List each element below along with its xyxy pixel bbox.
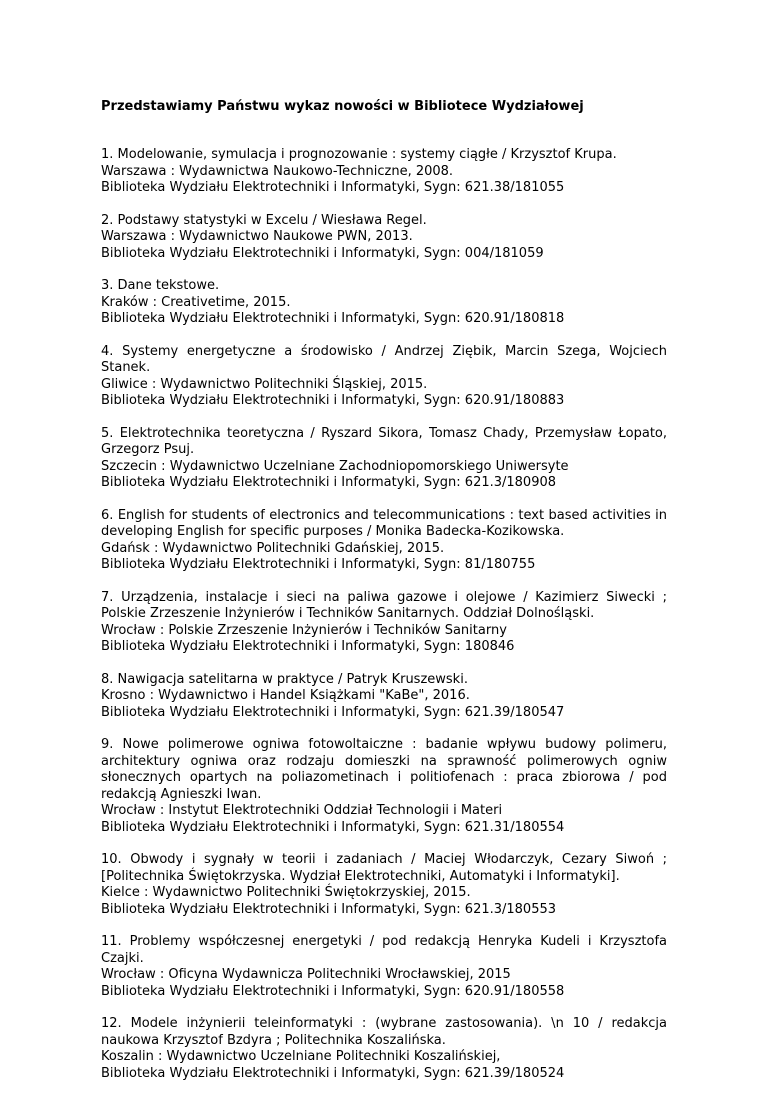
- book-description: 12. Modele inżynierii teleinformatyki : (wybrane zastosowania). \n 10 / redakcja naukowa Krzysztof Bzdyra ; Politechnika Koszalińska.: [101, 1016, 667, 1048]
- book-location: Biblioteka Wydziału Elektrotechniki i Informatyki, Sygn: 620.91/180818: [101, 311, 565, 326]
- book-entry-9: [101, 737, 667, 836]
- book-description: 7. Urządzenia, instalacje i sieci na paliwa gazowe i olejowe / Kazimierz Siwecki ; Polskie Zrzeszenie Inżynierów i Techników Sanitarnych. Oddział Dolnośląski.: [101, 589, 667, 621]
- book-location: Biblioteka Wydziału Elektrotechniki i Informatyki, Sygn: 81/180755: [101, 557, 536, 572]
- book-publisher: Gliwice : Wydawnictwo Politechniki Śląskiej, 2015.: [101, 376, 428, 392]
- book-publisher: Szczecin : Wydawnictwo Uczelniane Zachodniopomorskiego Uniwersyte: [101, 458, 569, 474]
- book-entry-1: [101, 147, 667, 197]
- book-description: 1. Modelowanie, symulacja i prognozowanie : systemy ciągłe / Krzysztof Krupa.: [101, 147, 617, 162]
- book-entry-7: [101, 590, 667, 656]
- book-location: Biblioteka Wydziału Elektrotechniki i Informatyki, Sygn: 621.3/180553: [101, 901, 557, 917]
- book-publisher: Wrocław : Polskie Zrzeszenie Inżynierów i Techników Sanitarny: [101, 622, 507, 638]
- book-publisher: Krosno : Wydawnictwo i Handel Książkami "KaBe", 2016.: [101, 688, 470, 703]
- book-entry-2: [101, 213, 667, 263]
- book-publisher: Wrocław : Oficyna Wydawnicza Politechniki Wrocławskiej, 2015: [101, 967, 511, 982]
- book-description: 10. Obwody i sygnały w teorii i zadaniach / Maciej Włodarczyk, Cezary Siwoń ; [Politechnika Świętokrzyska. Wydział Elektrotechniki, Automatyki i Informatyki].: [101, 852, 667, 884]
- book-description: 9. Nowe polimerowe ogniwa fotowoltaiczne : badanie wpływu budowy polimeru, architektury ogniwa oraz rodzaju domieszki na sprawność polimerowych ogniw słonecznych opartych na poliazometinach i politiofenach : praca zbiorowa / pod redakcją Agnieszki Iwan.: [101, 737, 667, 802]
- book-location: Biblioteka Wydziału Elektrotechniki i Informatyki, Sygn: 621.38/181055: [101, 180, 565, 195]
- document-title: Przedstawiamy Państwu wykaz nowości w Bibliotece Wydziałowej: [101, 99, 584, 114]
- book-location: Biblioteka Wydziału Elektrotechniki i Informatyki, Sygn: 621.3/180908: [101, 475, 557, 490]
- book-publisher: Kraków : Creativetime, 2015.: [101, 294, 291, 310]
- book-description: 5. Elektrotechnika teoretyczna / Ryszard Sikora, Tomasz Chady, Przemysław Łopato, Grzegorz Psuj.: [101, 425, 667, 457]
- book-description: 11. Problemy współczesnej energetyki / pod redakcją Henryka Kudeli i Krzysztofa Czajki.: [101, 934, 667, 966]
- book-entry-12: [101, 1016, 667, 1082]
- book-publisher: Gdańsk : Wydawnictwo Politechniki Gdańskiej, 2015.: [101, 540, 445, 556]
- book-description: 3. Dane tekstowe.: [101, 278, 220, 293]
- book-description: 2. Podstawy statystyki w Excelu / Wiesława Regel.: [101, 212, 427, 228]
- book-entry-10: [101, 852, 667, 918]
- book-publisher: Wrocław : Instytut Elektrotechniki Oddział Technologii i Materi: [101, 803, 503, 818]
- book-publisher: Warszawa : Wydawnictwa Naukowo-Techniczne, 2008.: [101, 163, 454, 179]
- book-description: 8. Nawigacja satelitarna w praktyce / Patryk Kruszewski.: [101, 671, 468, 687]
- book-location: Biblioteka Wydziału Elektrotechniki i Informatyki, Sygn: 004/181059: [101, 245, 544, 261]
- book-entry-6: [101, 508, 667, 574]
- book-publisher: Kielce : Wydawnictwo Politechniki Świętokrzyskiej, 2015.: [101, 885, 471, 900]
- book-entry-4: [101, 344, 667, 410]
- book-description: 4. Systemy energetyczne a środowisko / Andrzej Ziębik, Marcin Szega, Wojciech Stanek.: [101, 343, 667, 375]
- book-location: Biblioteka Wydziału Elektrotechniki i Informatyki, Sygn: 621.31/180554: [101, 819, 565, 835]
- book-location: Biblioteka Wydziału Elektrotechniki i Informatyki, Sygn: 620.91/180883: [101, 393, 565, 408]
- book-entry-5: [101, 426, 667, 492]
- book-entry-8: [101, 672, 667, 722]
- book-publisher: Warszawa : Wydawnictwo Naukowe PWN, 2013.: [101, 229, 413, 244]
- book-location: Biblioteka Wydziału Elektrotechniki i Informatyki, Sygn: 621.39/180524: [101, 1065, 565, 1081]
- book-publisher: Koszalin : Wydawnictwo Uczelniane Politechniki Koszalińskiej,: [101, 1049, 501, 1064]
- book-location: Biblioteka Wydziału Elektrotechniki i Informatyki, Sygn: 180846: [101, 639, 515, 654]
- book-description: 6. English for students of electronics and telecommunications : text based activities in developing English for specific purposes / Monika Badecka-Kozikowska.: [101, 507, 667, 539]
- book-location: Biblioteka Wydziału Elektrotechniki i Informatyki, Sygn: 620.91/180558: [101, 983, 565, 999]
- book-entry-11: [101, 934, 667, 1000]
- new-books-list: [101, 147, 667, 1098]
- book-entry-3: [101, 278, 667, 328]
- book-location: Biblioteka Wydziału Elektrotechniki i Informatyki, Sygn: 621.39/180547: [101, 704, 565, 720]
